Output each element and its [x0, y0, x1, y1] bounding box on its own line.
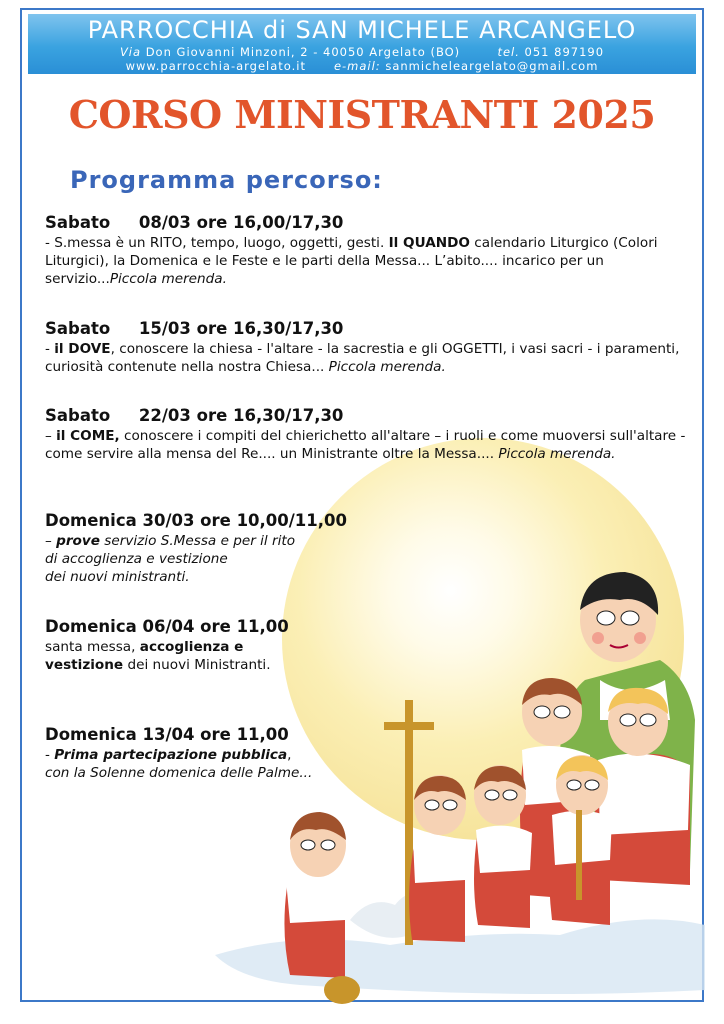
event-heading: Domenica 13/04 ore 11,00	[45, 725, 289, 744]
event-heading: Domenica 30/03 ore 10,00/11,00	[45, 511, 347, 530]
tel-label: tel.	[497, 45, 520, 59]
event-3	[45, 405, 700, 463]
event-1	[45, 212, 700, 288]
altar-boy-middle	[474, 765, 532, 928]
phone: 051 897190	[524, 45, 605, 59]
email-label: e-mail:	[333, 59, 381, 73]
page-title: CORSO MINISTRANTI 2025	[68, 92, 656, 137]
event-description: santa messa, accoglienza e vestizione dei nuovi Ministranti.	[45, 639, 271, 673]
event-5	[45, 616, 365, 674]
altar-boy-candle-bearer	[549, 755, 612, 925]
event-description: - Prima partecipazione pubblica, con la Solenne domenica delle Palme...	[45, 747, 313, 781]
event-2	[45, 318, 700, 376]
event-description: - S.messa è un RITO, tempo, luogo, oggetti, gesti. Il QUANDO calendario Liturgico (Colori Liturgici), la Domenica e le Feste e le parti della Messa... L’abito.... incarico per un servizio...Piccola merenda.	[45, 235, 658, 287]
event-4	[45, 510, 365, 586]
event-heading: Domenica 06/04 ore 11,00	[45, 617, 289, 636]
program-subtitle: Programma percorso:	[70, 166, 383, 194]
event-6	[45, 724, 385, 782]
website-link[interactable]: www.parrocchia-argelato.it	[125, 59, 306, 73]
event-heading: Sabato 22/03 ore 16,30/17,30	[45, 406, 344, 425]
address-label: Via	[119, 45, 142, 59]
event-description: – prove servizio S.Messa e per il rito di accoglienza e vestizione dei nuovi ministranti.	[45, 533, 296, 585]
event-description: - il DOVE, conoscere la chiesa - l'altare - la sacrestia e gli OGGETTI, i vasi sacri - i paramenti, curiosità contenute nella nostra Chiesa... Piccola merenda.	[45, 341, 680, 375]
event-description: – il COME, conoscere i compiti del chierichetto all'altare – i ruoli e come muoversi sull'altare - come servire alla mensa del Re.... un Ministrante oltre la Messa.... Piccola merenda.	[45, 428, 686, 462]
address: Don Giovanni Minzoni, 2 - 40050 Argelato (BO)	[145, 45, 461, 59]
event-heading: Sabato 08/03 ore 16,00/17,30	[45, 213, 344, 232]
email-link[interactable]: sanmicheleargelato@gmail.com	[385, 59, 599, 73]
parish-name: PARROCCHIA di SAN MICHELE ARCANGELO	[87, 16, 637, 44]
event-heading: Sabato 15/03 ore 16,30/17,30	[45, 319, 344, 338]
